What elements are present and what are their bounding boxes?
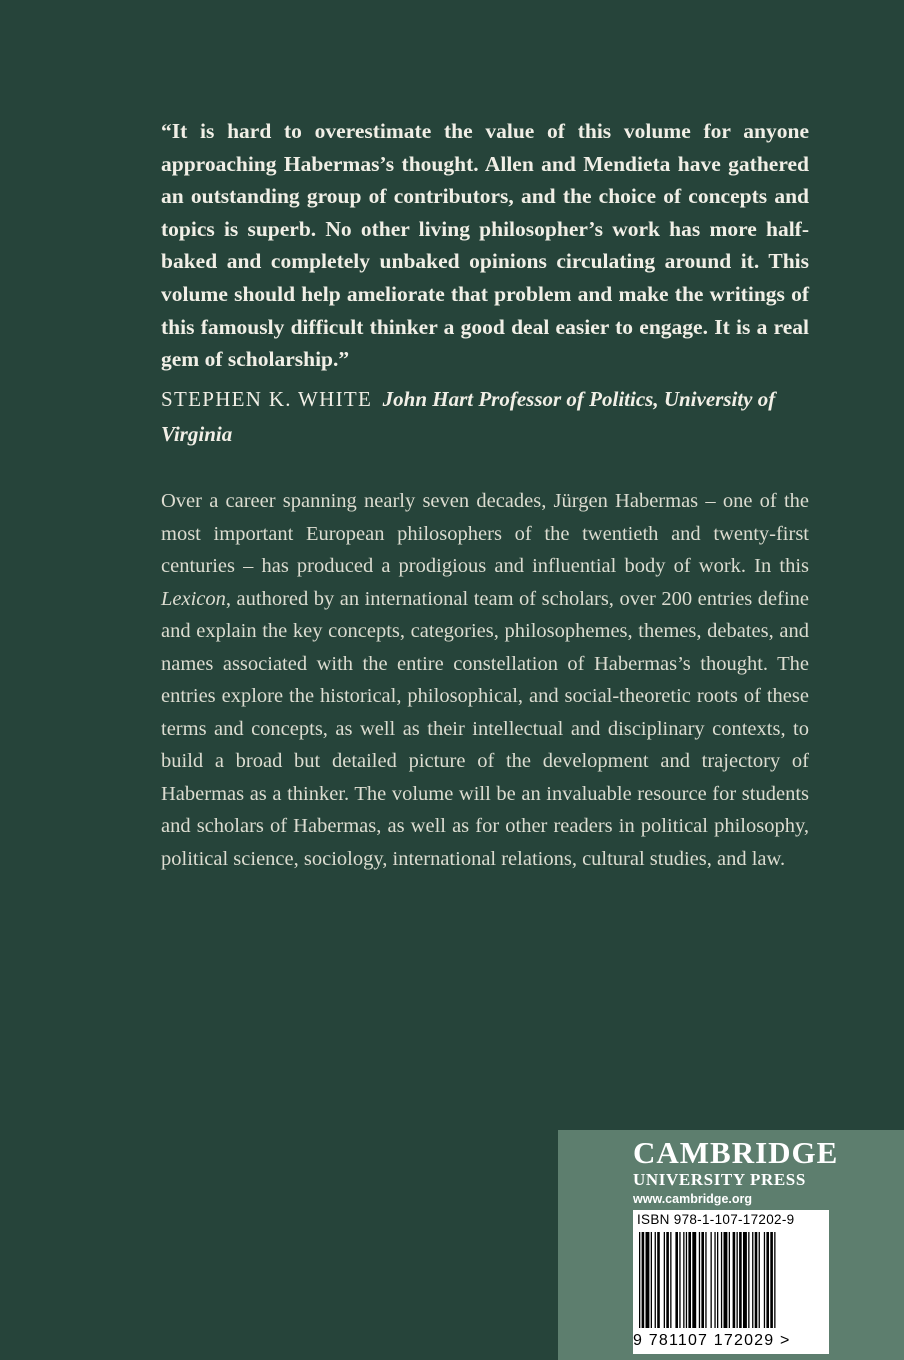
barcode-digits: 9 781107 172029 > (633, 1332, 791, 1349)
barcode-bar (714, 1232, 715, 1328)
endorsement-attribution (161, 382, 809, 452)
barcode-bar (770, 1232, 773, 1328)
barcode-bar (642, 1232, 645, 1328)
barcode-bar (764, 1232, 765, 1328)
barcode-bar (721, 1232, 722, 1328)
barcode-bar (743, 1232, 747, 1328)
barcode-bar (733, 1232, 736, 1328)
publisher-url: www.cambridge.org (633, 1192, 753, 1206)
barcode-bar (699, 1232, 700, 1328)
isbn-label: ISBN 978-1-107-17202-9 (637, 1212, 795, 1227)
publisher-subname: UNIVERSITY PRESS (633, 1170, 806, 1189)
barcode-bar (679, 1232, 680, 1328)
barcode-bar (675, 1232, 678, 1328)
barcode-bar (737, 1232, 738, 1328)
publisher-name: CAMBRIDGE (633, 1135, 839, 1170)
barcode-bar (683, 1232, 684, 1328)
publisher-box (558, 1130, 904, 1360)
barcode-bar (655, 1232, 656, 1328)
barcode-bar (724, 1232, 728, 1328)
barcode-panel (633, 1210, 829, 1354)
barcode-bar (657, 1232, 660, 1328)
barcode-bars (633, 1232, 829, 1332)
barcode-bar (701, 1232, 704, 1328)
endorser-title: John Hart Professor of Politics, University of Virginia (161, 387, 776, 446)
barcode-bar (729, 1232, 730, 1328)
barcode-bar (717, 1232, 718, 1328)
barcode-bar (748, 1232, 749, 1328)
barcode-bar (766, 1232, 769, 1328)
barcode-bar (646, 1232, 650, 1328)
barcode-bar (759, 1232, 760, 1328)
description-part-1: Over a career spanning nearly seven decades, Jürgen Habermas – one of the most important European philosophers of the twentieth and twenty-first centuries – has produced a prodigious and influential body of work. In this (161, 490, 809, 577)
barcode-bar (774, 1232, 775, 1328)
barcode-bar (739, 1232, 742, 1328)
endorsement-quote: “It is hard to overestimate the value of this volume for anyone approaching Habermas’s thought. Allen and Mendieta have gathered an outstanding group of contributors, and the choice of concepts and topics is superb. No other living philosopher’s work has more half-baked and completely unbaked opinions circulating around it. This volume should help ameliorate that problem and make the writings of this famously difficult thinker a good deal easier to engage. It is a real gem of scholarship.” (161, 119, 809, 372)
barcode-bar (705, 1232, 706, 1328)
barcode-bar (686, 1232, 687, 1328)
barcode-bar (639, 1232, 640, 1328)
description-part-2: , authored by an international team of scholars, over 200 entries define and explain the key concepts, categories, philosophemes, themes, debates, and names associated with the entire constellation of Habermas’s thought. The entries explore the historical, philosophical, and social-theoretic roots of these terms and concepts, as well as their intellectual and disciplinary contexts, to build a broad but detailed picture of the development and trajectory of Habermas as a thinker. The volume will be an invaluable resource for students and scholars of Habermas, as well as for other readers in political philosophy, political science, sociology, international relations, cultural studies, and law. (161, 587, 809, 870)
book-description (161, 485, 809, 875)
barcode-bar (692, 1232, 696, 1328)
barcode-bar (670, 1232, 671, 1328)
endorser-name: STEPHEN K. WHITE (161, 387, 373, 411)
barcode-bar (666, 1232, 669, 1328)
barcode-bar (651, 1232, 652, 1328)
barcode-bar (688, 1232, 691, 1328)
description-italic-title: Lexicon (161, 587, 226, 610)
barcode-bar (711, 1232, 712, 1328)
barcode-bar (755, 1232, 758, 1328)
barcode-bar (752, 1232, 753, 1328)
barcode-bar (664, 1232, 665, 1328)
